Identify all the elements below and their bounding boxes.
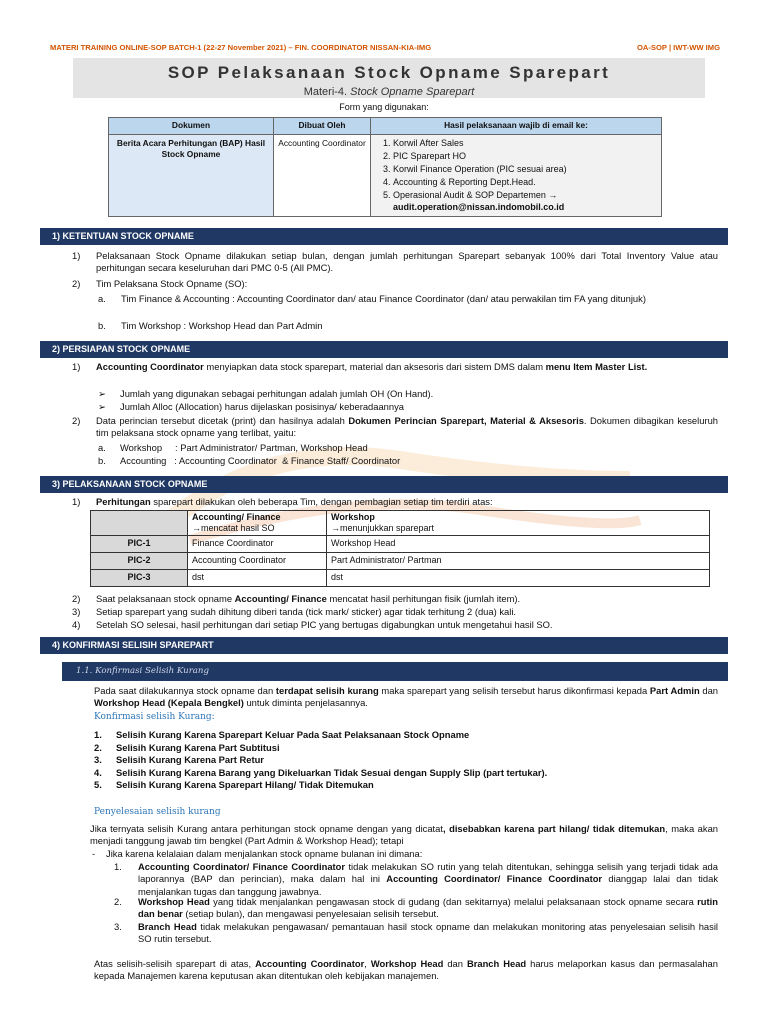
s1-item-1-num: 1): [72, 250, 81, 261]
pic-label: PIC-2: [91, 552, 188, 569]
subsection-heading: 1.1. Konfirmasi Selisih Kurang: [62, 662, 728, 681]
list-item-num: 2.: [94, 741, 102, 753]
s2-item-1-text: menyiapkan data stock sparepart, material dan aksesoris dari sistem DMS dalam: [203, 361, 546, 372]
s2-item-1-bold: Accounting Coordinator: [96, 361, 204, 372]
s4-p2-bold: , disebabkan karena part hilang/ tidak ditemukan: [442, 823, 666, 834]
list-item: [94, 729, 718, 742]
s4-paragraph-2: [90, 823, 718, 848]
s2-sub-b: Accounting : Accounting Coordinator & Finance Staff/ Coordinator: [120, 455, 401, 466]
s4-p1-bold2: Part Admin: [649, 685, 700, 696]
s4-n2-bold: Workshop Head: [138, 896, 210, 907]
bullet-arrow-icon: ➢: [98, 388, 106, 399]
s4-p1-mid: maka sparepart yang selisih tersebut harus dikonfirmasi kepada: [378, 685, 650, 696]
section-1-heading: 1) KETENTUAN STOCK OPNAME: [40, 228, 728, 245]
list-item: [94, 742, 718, 755]
table-row: [91, 569, 710, 586]
s4-p3-sep1: ,: [364, 958, 371, 969]
s4-p2-pre: Jika ternyata selisih Kurang antara perhitungan stock opname dengan yang dicatat: [90, 823, 443, 834]
s4-n3-bold: Branch Head: [138, 921, 197, 932]
pic-label: PIC-1: [91, 535, 188, 552]
s4-n2-post: (setiap bulan), dan mengawasi penyelesaian selisih tersebut.: [182, 908, 439, 920]
list-item: [94, 779, 718, 792]
subtitle-italic: Stock Opname Sparepart: [350, 86, 475, 99]
recipient-list: [375, 137, 657, 202]
s4-n1-post: dianggap lalai dan tidak menjalankan tugas dan tanggung jawabnya.: [138, 873, 719, 897]
s2-item-2-num: 2): [72, 415, 81, 426]
pic-header-acc-title: Accounting/ Finance: [192, 512, 281, 522]
pic-acc-cell: Finance Coordinator: [188, 535, 327, 552]
document-header: [50, 41, 720, 55]
list-item: [94, 754, 718, 767]
recipient-email[interactable]: audit.operation@nissan.indomobil.co.id: [393, 202, 565, 213]
s1-sub-a: Tim Finance & Accounting : Accounting Coordinator dan/ atau Finance Coordinator (dan/ atau perwakilan tim FA yang ditunjuk): [121, 293, 646, 304]
s1-item-2: Tim Pelaksana Stock Opname (SO):: [96, 278, 248, 289]
s3-item-3-num: 3): [72, 606, 81, 617]
s4-n1-bold: Accounting Coordinator/ Finance Coordinator: [138, 861, 346, 872]
recipient-item: 5. Operasional Audit & SOP Departemen →: [393, 189, 657, 202]
subtitle-prefix: Materi-4.: [303, 86, 351, 99]
recipient-item: 4. Accounting & Reporting Dept.Head.: [393, 176, 657, 189]
s2-item-2-post: . Dokumen dibagikan keseluruh tim pelaksana stock opname yang terlibat, yaitu:: [96, 415, 718, 439]
pic-table: [90, 510, 710, 587]
s1-item-2-num: 2): [72, 278, 81, 289]
forms-recipients-cell: [371, 135, 662, 217]
s2-sub-b-num: b.: [98, 455, 106, 466]
list-item-num: 1.: [94, 729, 102, 740]
pic-acc-cell: dst: [188, 569, 327, 586]
section-3-heading: 3) PELAKSANAAN STOCK OPNAME: [40, 476, 728, 493]
s4-paragraph-1: [94, 685, 718, 710]
list-item-num: 5.: [94, 779, 102, 790]
konfirmasi-list: [94, 729, 718, 792]
s4-n1: [138, 861, 718, 898]
s3-item-2-post: mencatat hasil perhitungan fisik (jumlah item).: [326, 593, 521, 604]
s4-n3: [138, 921, 718, 946]
pic-ws-cell: Workshop Head: [327, 535, 710, 552]
s2-sub-a-num: a.: [98, 442, 106, 453]
s2-item-1: [96, 361, 718, 373]
s4-n3-num: 3.: [114, 921, 122, 932]
pic-label: PIC-3: [91, 569, 188, 586]
table-row: [91, 552, 710, 569]
s2-item-1-bold2: menu Item Master List.: [545, 361, 648, 372]
s2-sub-a: Workshop : Part Administrator/ Partman, Workshop Head: [120, 442, 368, 453]
s4-n2-bold2: rutin dan benar: [138, 896, 718, 920]
s4-paragraph-3: [94, 958, 718, 983]
s2-bullet-1: Jumlah yang digunakan sebagai perhitungan adalah jumlah OH (On Hand).: [120, 388, 434, 399]
title-box: [73, 58, 705, 98]
forms-madeby-cell: Accounting Coordinator: [274, 135, 371, 217]
s1-sub-b: Tim Workshop : Workshop Head dan Part Admin: [121, 320, 323, 331]
page-subtitle: [73, 85, 705, 100]
s3-item-2-num: 2): [72, 593, 81, 604]
list-item-text: Selisih Kurang Karena Part Retur: [116, 754, 264, 765]
list-item-text: Selisih Kurang Karena Part Subtitusi: [116, 741, 280, 753]
pic-table-corner: [91, 511, 188, 536]
s3-item-3: Setiap sparepart yang sudah dihitung diberi tanda (tick mark/ sticker) agar tidak terhitung 2 (dua) kali.: [96, 606, 517, 617]
s4-p2-post: , maka akan menjadi tanggung jawab tim bengkel (Part Admin & Workshop Head); tetapi: [90, 823, 718, 847]
s4-p1-pre: Pada saat dilakukannya stock opname dan: [94, 685, 276, 696]
recipient-item: 2. PIC Sparepart HO: [393, 150, 657, 163]
page-title: SOP Pelaksanaan Stock Opname Sparepart: [167, 63, 611, 82]
s1-sub-b-num: b.: [98, 320, 106, 331]
s4-p1-bold: terdapat selisih kurang: [275, 685, 379, 696]
header-left-text: MATERI TRAINING ONLINE-SOP BATCH-1 (22-27 November 2021) – FIN. COORDINATOR NISSAN-KIA-IMG: [50, 43, 432, 52]
s1-sub-a-num: a.: [98, 293, 106, 304]
s4-p3-bold3: Branch Head: [466, 958, 527, 969]
s4-p1-bold3: Workshop Head (Kepala Bengkel): [94, 697, 244, 709]
pic-ws-cell: Part Administrator/ Partman: [327, 552, 710, 569]
table-row: [91, 535, 710, 552]
s3-item-1-bold: Perhitungan: [96, 496, 151, 507]
section-4-heading: 4) KONFIRMASI SELISIH SPAREPART: [40, 637, 728, 654]
s4-n1-bold2: Accounting Coordinator/ Finance Coordinator: [386, 873, 603, 885]
list-item-num: 3.: [94, 754, 102, 765]
forms-header-email: Hasil pelaksanaan wajib di email ke:: [371, 118, 662, 135]
s4-p3-bold1: Accounting Coordinator: [255, 958, 365, 969]
s4-p3-sep2: dan: [443, 958, 467, 969]
forms-header-madeby: Dibuat Oleh: [274, 118, 371, 135]
bullet-arrow-icon: ➢: [98, 401, 106, 412]
s2-item-2-pre: Data perincian tersebut dicetak (print) dan hasilnya adalah: [96, 415, 349, 426]
s4-n3-text: tidak melakukan pengawasan/ pemantauan hasil stock opname dan melakukan monitoring atas penyelesaian selisih hasil SO rutin tersebut.: [138, 921, 718, 945]
s3-item-2-bold: Accounting/ Finance: [234, 593, 327, 604]
s3-item-2: [96, 593, 520, 605]
forms-header-doc: Dokumen: [109, 118, 274, 135]
recipient-item: 1. Korwil After Sales: [393, 137, 657, 150]
forms-table: [108, 117, 662, 217]
recipient-item: 3. Korwil Finance Operation (PIC sesuai area): [393, 163, 657, 176]
forms-label: Form yang digunakan:: [339, 102, 429, 112]
list-item-text: Selisih Kurang Karena Barang yang Dikeluarkan Tidak Sesuai dengan Supply Slip (part tertukar).: [116, 766, 548, 778]
s4-p3-post: harus melaporkan kasus dan permasalahan kepada Manajemen karena keputusan akan ditentukan oleh kebijakan manajemen.: [94, 958, 718, 982]
pic-header-ws-sub: →menunjukkan sparepart: [331, 522, 435, 533]
s4-p3-bold2: Workshop Head: [370, 958, 444, 969]
s4-n2-text: yang tidak menjalankan pengawasan stock di gudang (dan sekitarnya) melalui pelaksanaan stock opname secara: [209, 896, 698, 907]
list-item: [94, 767, 718, 780]
s1-item-1: Pelaksanaan Stock Opname dilakukan setiap bulan, dengan jumlah perhitungan Sparepart sebanyak 100% dari Total Inventory Value atau perhitungan secara keseluruhan dari PMC 0-5 (All PMC).: [96, 250, 718, 274]
pic-header-acc-sub: →mencatat hasil SO: [192, 522, 275, 533]
s4-n1-num: 1.: [114, 861, 122, 872]
s4-dash-text: Jika karena kelalaian dalam menjalankan stock opname bulanan ini dimana:: [106, 848, 423, 859]
s3-item-1: [96, 496, 493, 508]
s3-item-2-pre: Saat pelaksanaan stock opname: [96, 593, 235, 604]
pic-header-accounting: [188, 511, 327, 536]
s4-n1-text: tidak melakukan SO rutin yang telah ditentukan, sehingga selisih yang terjadi tidak ada laporannya (BAP dan perincian), maka dalam hal ini: [138, 861, 718, 885]
list-item-num: 4.: [94, 766, 102, 778]
s4-p3-pre: Atas selisih-selisih sparepart di atas,: [94, 958, 256, 969]
s3-item-4-num: 4): [72, 619, 81, 630]
section-2-heading: 2) PERSIAPAN STOCK OPNAME: [40, 341, 728, 358]
penyelesaian-label: Penyelesaian selisih kurang: [94, 807, 221, 817]
list-item-text: Selisih Kurang Karena Sparepart Hilang/ Tidak Ditemukan: [116, 779, 374, 790]
pic-acc-cell: Accounting Coordinator: [188, 552, 327, 569]
s4-n2-num: 2.: [114, 896, 122, 907]
pic-ws-cell: dst: [327, 569, 710, 586]
s4-n2: [138, 896, 718, 921]
s3-item-4: Setelah SO selesai, hasil perhitungan dari setiap PIC yang bertugas digabungkan untuk mengetahui hasil SO.: [96, 619, 553, 630]
s2-item-2: [96, 415, 718, 440]
s2-item-1-num: 1): [72, 361, 81, 372]
konfirmasi-label: Konfirmasi selisih Kurang:: [94, 712, 215, 722]
pic-header-workshop: [327, 511, 710, 536]
pic-header-ws-title: Workshop: [331, 512, 375, 522]
list-item-text: Selisih Kurang Karena Sparepart Keluar Pada Saat Pelaksanaan Stock Opname: [116, 729, 470, 740]
s4-p1-post: untuk diminta penjelasannya.: [243, 697, 368, 709]
header-right-text: OA-SOP | IWT-WW IMG: [637, 43, 720, 52]
s4-p1-mid2: dan: [699, 685, 719, 696]
forms-doc-cell: Berita Acara Perhitungan (BAP) Hasil Stock Opname: [109, 135, 274, 217]
s3-item-1-text: sparepart dilakukan oleh beberapa Tim, dengan pembagian setiap tim terdiri atas:: [150, 496, 493, 507]
dash-marker: -: [92, 848, 96, 859]
s2-item-2-bold: Dokumen Perincian Sparepart, Material & Aksesoris: [348, 415, 584, 426]
s2-bullet-2: Jumlah Alloc (Allocation) harus dijelaskan posisinya/ keberadaannya: [120, 401, 405, 412]
s3-item-1-num: 1): [72, 496, 81, 507]
